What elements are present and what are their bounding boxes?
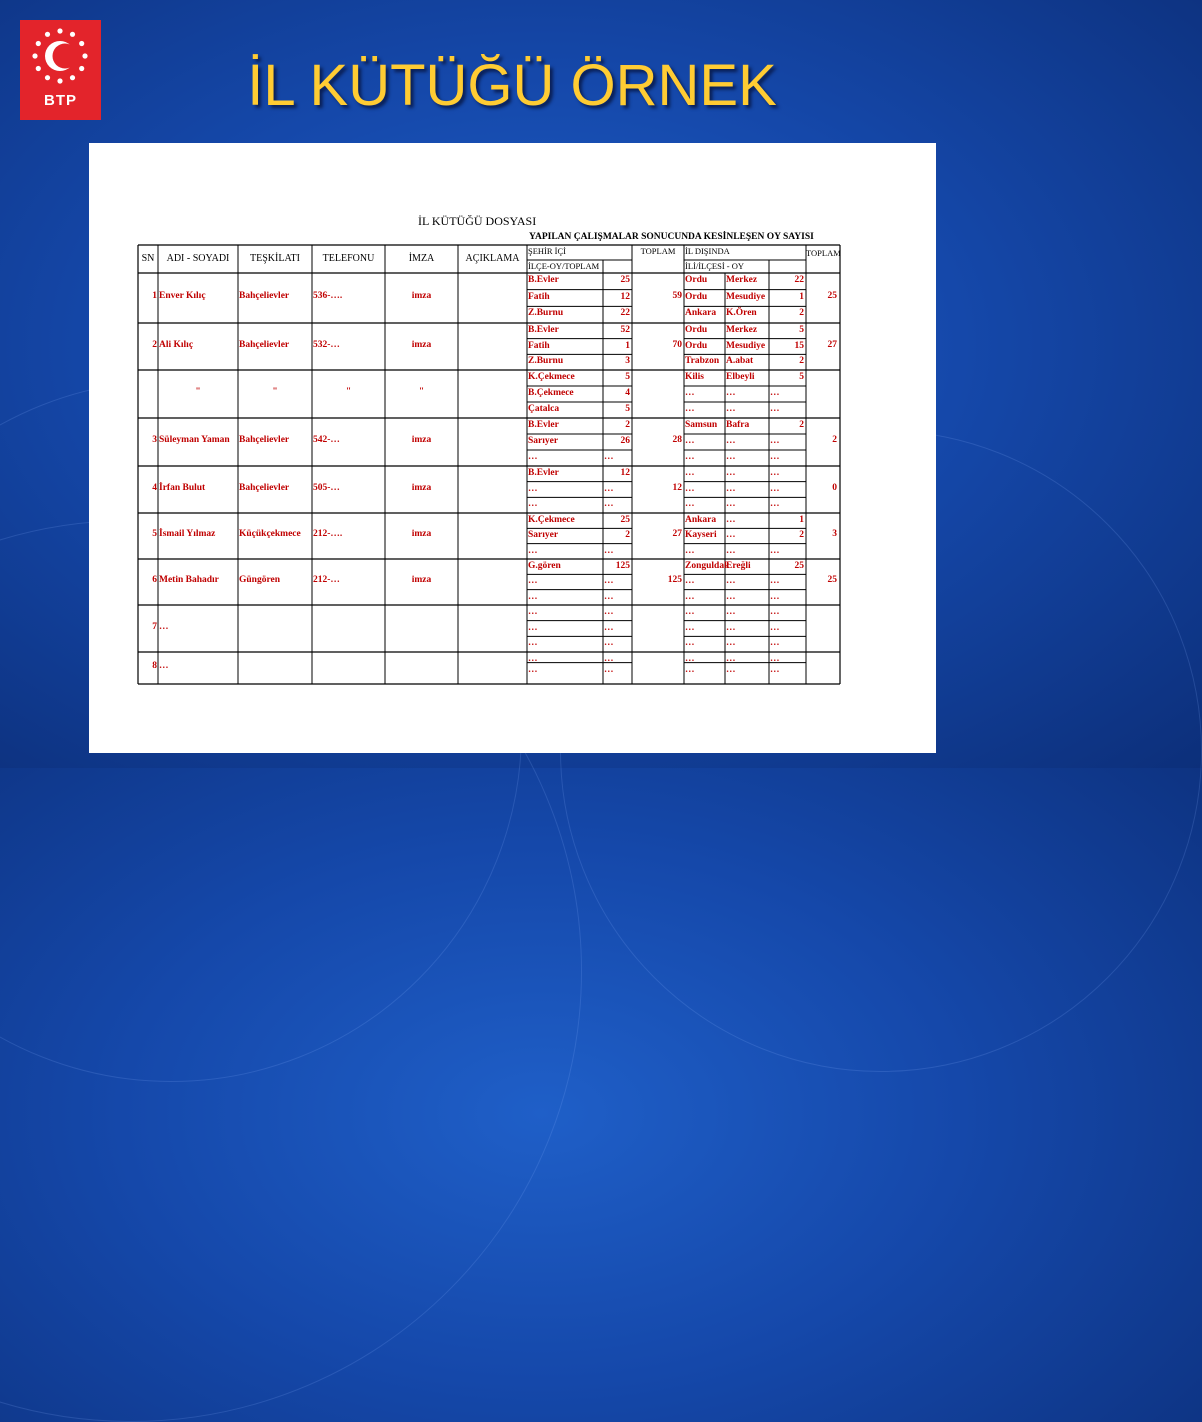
record-in-total: 59: [672, 291, 682, 301]
city-out-district: …: [726, 591, 736, 602]
city-out-district: Mesudiye: [726, 291, 766, 302]
city-out-province: …: [685, 654, 695, 664]
city-out-votes: …: [770, 545, 780, 556]
city-out-votes: …: [770, 436, 780, 446]
city-out-district: Elbeyli: [726, 372, 755, 382]
logo-star: [70, 32, 75, 37]
city-out-province: Ordu: [685, 340, 708, 351]
city-in-district: Z.Burnu: [528, 356, 564, 367]
city-out-district: …: [726, 468, 736, 478]
city-out-votes: 5: [799, 372, 804, 382]
city-out-province: …: [685, 436, 695, 446]
city-in-votes: 1: [625, 340, 630, 351]
record-org: ": [272, 387, 278, 397]
city-in-votes: 3: [625, 356, 630, 367]
city-in-votes: …: [604, 638, 614, 649]
city-out-votes: 2: [799, 356, 804, 367]
city-in-votes: 4: [625, 388, 630, 398]
city-in-district: …: [528, 622, 538, 633]
record-sign: imza: [411, 435, 432, 445]
city-in-district: K.Çekmece: [528, 372, 575, 382]
header-note: AÇIKLAMA: [465, 253, 520, 264]
record-phone: 536-….: [313, 291, 343, 301]
city-in-district: Fatih: [528, 340, 550, 351]
city-in-district: Z.Burnu: [528, 308, 564, 319]
city-out-province: Ordu: [685, 291, 708, 302]
header-city-out: İL DIŞINDA: [685, 246, 730, 256]
city-in-district: …: [528, 654, 538, 664]
record-name: İsmail Yılmaz: [159, 529, 216, 539]
header-city-in-sub: İLÇE-OY/TOPLAM: [528, 261, 600, 271]
logo-text: BTP: [44, 92, 77, 109]
city-in-district: …: [528, 607, 538, 617]
city-in-district: B.Evler: [528, 420, 559, 430]
record-name: ": [195, 387, 201, 397]
record-phone: 212-…: [313, 575, 340, 585]
city-out-province: …: [685, 545, 695, 556]
document-title: İL KÜTÜĞÜ DOSYASI: [418, 214, 537, 228]
city-out-province: …: [685, 483, 695, 494]
city-out-votes: …: [770, 499, 780, 510]
city-out-district: …: [726, 607, 736, 617]
record-org: Bahçelievler: [239, 435, 290, 445]
logo-star: [57, 28, 62, 33]
record-out-total: 25: [827, 291, 837, 301]
city-in-district: K.Çekmece: [528, 515, 575, 525]
city-out-district: Merkez: [726, 325, 758, 335]
city-out-votes: …: [770, 664, 780, 675]
record-sn: 7: [152, 621, 157, 632]
city-out-district: Ereğli: [726, 561, 751, 571]
city-in-votes: 2: [625, 420, 630, 430]
record-phone: ": [345, 387, 352, 397]
city-out-votes: 5: [799, 325, 804, 335]
header-sign: İMZA: [408, 253, 435, 264]
city-out-district: Mesudiye: [726, 340, 766, 351]
city-out-province: Kilis: [685, 372, 705, 382]
record-phone: 505-…: [313, 482, 340, 493]
city-in-district: B.Çekmece: [528, 388, 574, 398]
record-in-total: 70: [672, 339, 682, 350]
record-sn: 1: [152, 291, 157, 301]
record-out-total: 3: [832, 529, 837, 539]
city-out-district: …: [726, 622, 736, 633]
city-in-votes: 5: [625, 404, 630, 414]
city-in-district: …: [528, 591, 538, 602]
city-in-district: …: [528, 638, 538, 649]
city-in-votes: 12: [620, 291, 630, 302]
city-out-votes: …: [770, 388, 780, 398]
record-sign: imza: [411, 575, 432, 585]
record-sn: 8: [152, 661, 157, 671]
record-sign: imza: [411, 482, 432, 493]
city-in-district: …: [528, 483, 538, 494]
record-out-total: 2: [832, 435, 837, 445]
city-out-votes: …: [770, 638, 780, 649]
record-org: Bahçelievler: [239, 482, 290, 493]
city-in-district: Sarıyer: [528, 530, 559, 541]
city-in-district: …: [528, 664, 538, 675]
record-out-total: 25: [827, 575, 837, 585]
city-in-district: …: [528, 452, 538, 462]
city-out-district: Merkez: [726, 275, 758, 285]
record-org: Bahçelievler: [239, 339, 290, 350]
city-out-district: …: [726, 452, 736, 462]
record-out-total: 0: [832, 482, 837, 493]
city-in-votes: 52: [620, 325, 630, 335]
city-in-votes: 25: [620, 275, 630, 285]
record-sn: 6: [152, 575, 157, 585]
city-out-votes: …: [770, 468, 780, 478]
city-out-votes: …: [770, 591, 780, 602]
header-city-out-sub: İLİ/İLÇESİ - OY: [685, 261, 745, 271]
record-name: Enver Kılıç: [159, 291, 206, 301]
city-out-province: …: [685, 499, 695, 510]
city-in-district: B.Evler: [528, 468, 559, 478]
city-in-district: …: [528, 576, 538, 587]
city-in-votes: 22: [620, 308, 630, 319]
city-out-votes: 1: [799, 515, 804, 525]
city-out-district: A.abat: [726, 356, 754, 367]
city-out-province: …: [685, 404, 695, 414]
city-out-district: …: [726, 499, 736, 510]
record-in-total: 12: [672, 482, 682, 493]
record-name: İrfan Bulut: [159, 482, 206, 493]
city-out-province: …: [685, 622, 695, 633]
record-sn: 4: [152, 482, 157, 493]
city-out-votes: …: [770, 576, 780, 587]
record-phone: 532-…: [313, 339, 340, 350]
city-out-votes: 2: [799, 530, 804, 541]
city-in-votes: …: [604, 654, 614, 664]
city-out-votes: 15: [794, 340, 804, 351]
city-in-votes: …: [604, 576, 614, 587]
city-out-district: …: [726, 483, 736, 494]
city-out-district: …: [726, 638, 736, 649]
city-out-votes: …: [770, 452, 780, 462]
city-out-province: …: [685, 388, 695, 398]
city-in-votes: 5: [625, 372, 630, 382]
city-out-province: Ordu: [685, 325, 708, 335]
record-sign: imza: [411, 529, 432, 539]
record-sn: 2: [152, 339, 157, 350]
city-out-district: …: [726, 436, 736, 446]
city-in-district: Sarıyer: [528, 436, 559, 446]
slide-title: İL KÜTÜĞÜ ÖRNEK: [247, 53, 777, 118]
city-out-province: …: [685, 591, 695, 602]
city-out-votes: 1: [799, 291, 804, 302]
city-in-district: G.gören: [528, 561, 561, 571]
city-in-votes: 125: [615, 561, 630, 571]
city-out-votes: …: [770, 654, 780, 664]
logo-star: [45, 32, 50, 37]
record-name: …: [159, 621, 169, 632]
city-in-votes: 2: [625, 530, 630, 541]
city-out-province: …: [685, 452, 695, 462]
city-out-province: …: [685, 664, 695, 675]
header-city-in: ŞEHİR İÇİ: [528, 246, 567, 256]
city-out-province: Trabzon: [685, 356, 720, 367]
city-in-votes: …: [604, 591, 614, 602]
city-out-votes: 2: [799, 308, 804, 319]
record-org: Küçükçekmece: [239, 529, 301, 539]
city-in-votes: …: [604, 483, 614, 494]
city-out-district: …: [726, 664, 736, 675]
city-out-votes: …: [770, 483, 780, 494]
city-out-province: Ankara: [685, 308, 717, 319]
record-in-total: 125: [667, 575, 682, 585]
header-total-2: TOPLAM: [806, 248, 841, 258]
record-name: Metin Bahadır: [159, 575, 219, 585]
city-out-votes: …: [770, 607, 780, 617]
record-out-total: 27: [827, 339, 837, 350]
city-in-district: Çatalca: [528, 404, 560, 414]
header-total-1: TOPLAM: [640, 246, 676, 256]
record-org: Güngören: [239, 575, 281, 585]
record-name: Süleyman Yaman: [159, 435, 230, 445]
city-in-votes: …: [604, 452, 614, 462]
record-sn: 5: [152, 529, 157, 539]
city-out-votes: 22: [794, 275, 804, 285]
city-out-district: …: [726, 388, 736, 398]
record-sign: imza: [411, 339, 432, 350]
city-out-province: Ordu: [685, 275, 708, 285]
record-phone: 212-….: [313, 529, 343, 539]
city-out-province: Samsun: [685, 420, 718, 430]
city-out-district: …: [726, 404, 736, 414]
city-out-district: …: [726, 545, 736, 556]
city-in-district: B.Evler: [528, 275, 559, 285]
city-out-district: …: [726, 515, 736, 525]
city-out-votes: 25: [794, 561, 804, 571]
city-in-votes: 25: [620, 515, 630, 525]
city-in-district: …: [528, 545, 538, 556]
header-sn: SN: [141, 253, 155, 264]
city-in-district: B.Evler: [528, 325, 559, 335]
city-out-province: Zonguldak: [685, 561, 730, 571]
city-in-votes: …: [604, 622, 614, 633]
city-out-district: …: [726, 530, 736, 541]
city-out-votes: 2: [799, 420, 804, 430]
city-out-district: Bafra: [726, 420, 750, 430]
city-out-district: …: [726, 654, 736, 664]
city-in-votes: …: [604, 607, 614, 617]
record-in-total: 28: [672, 435, 682, 445]
city-in-votes: …: [604, 664, 614, 675]
city-in-district: …: [528, 499, 538, 510]
header-org: TEŞKİLATI: [250, 253, 300, 264]
city-in-votes: 26: [620, 436, 630, 446]
logo-star: [79, 41, 84, 46]
city-in-votes: …: [604, 499, 614, 510]
record-phone: 542-…: [313, 435, 340, 445]
document-subtitle: YAPILAN ÇALIŞMALAR SONUCUNDA KESİNLEŞEN OY SAYISI: [529, 232, 814, 242]
city-out-province: …: [685, 576, 695, 587]
record-sign: ": [418, 387, 425, 397]
logo-star: [36, 41, 41, 46]
city-out-district: K.Ören: [726, 308, 757, 319]
city-out-province: …: [685, 638, 695, 649]
record-name: Ali Kılıç: [159, 339, 194, 350]
header-name: ADI - SOYADI: [166, 253, 230, 264]
city-in-district: Fatih: [528, 291, 550, 302]
header-phone: TELEFONU: [322, 253, 375, 264]
record-sn: 3: [152, 435, 157, 445]
record-org: Bahçelievler: [239, 291, 290, 301]
city-out-votes: …: [770, 404, 780, 414]
city-out-province: Kayseri: [685, 530, 717, 541]
record-in-total: 27: [672, 529, 682, 539]
record-name: …: [159, 661, 169, 671]
city-out-province: Ankara: [685, 515, 717, 525]
city-out-district: …: [726, 576, 736, 587]
city-in-votes: 12: [620, 468, 630, 478]
city-out-votes: …: [770, 622, 780, 633]
city-in-votes: …: [604, 545, 614, 556]
city-out-province: …: [685, 607, 695, 617]
city-out-province: …: [685, 468, 695, 478]
record-sign: imza: [411, 291, 432, 301]
